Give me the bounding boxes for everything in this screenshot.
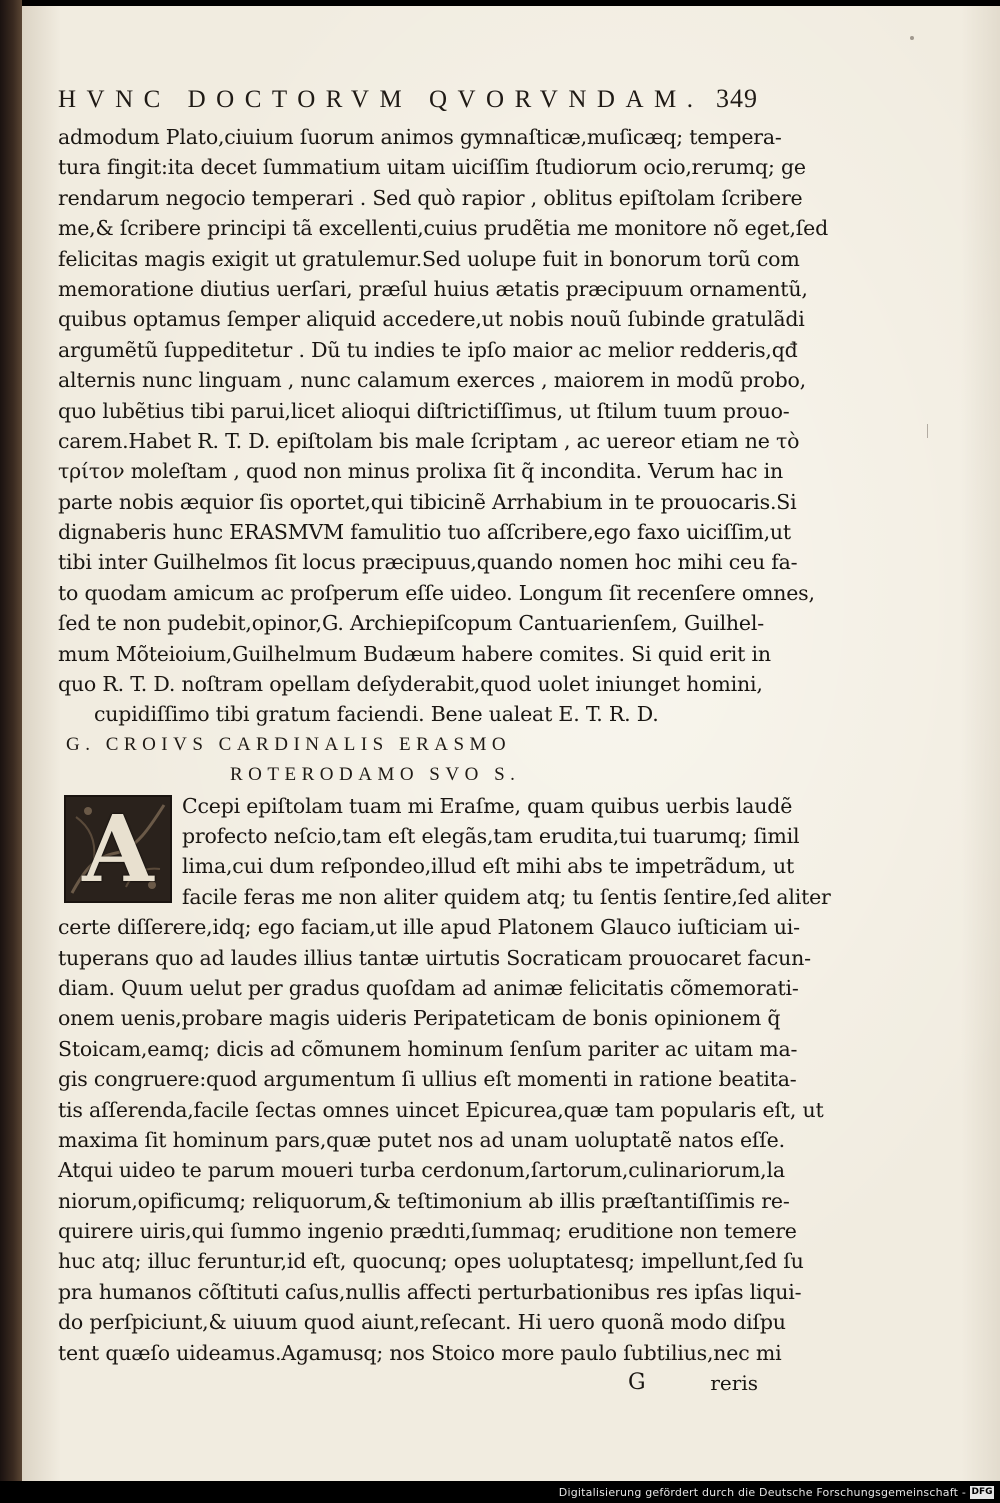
decorated-initial [64, 795, 172, 903]
text-line: pra humanos cõſtituti caſus,nullis affecti perturbationibus res ipſas liqui- [58, 1279, 802, 1304]
catchword: reris [710, 1371, 758, 1396]
text-line: parte nobis æquior ſis oportet,qui tibicinẽ Arrhabium in te prouocaris.Si [58, 489, 797, 514]
text-line: memoratione diutius uerſari, præſul huius ætatis præcipuum ornamentũ, [58, 276, 808, 301]
text-line: maxima ſit hominum pars,quæ putet nos ad unam uoluptatẽ natos eſſe. [58, 1127, 785, 1152]
text-block [58, 84, 831, 1398]
margin-mark [927, 424, 938, 438]
text-line: gis congruere:quod argumentum ſi ullius eſt momenti in ratione beatita- [58, 1067, 797, 1092]
text-line: alternis nunc linguam , nunc calamum exerces , maiorem in modũ probo, [58, 368, 806, 393]
text-line: argumẽtũ ſuppeditetur . Dũ tu indies te ipſo maior ac melior redderis,qđ [58, 337, 798, 362]
page-left-edge [0, 0, 22, 1483]
letter-heading-line-1: G. CROIVS CARDINALIS ERASMO [66, 733, 512, 755]
text-line: quo lubẽtius tibi parui,licet alioqui diſtrictiſſimus, ut ſtilum tuum prouo- [58, 398, 790, 423]
text-line: me,& ſcribere principi tã excellenti,cuius prudẽtia me monitore nõ eget,ſed [58, 216, 829, 241]
text-line: quirere uiris,qui ſummo ingenio prædıti,ſummaq; eruditione non temere [58, 1219, 797, 1244]
closing-line: cupidiſſimo tibi gratum faciendi. Bene ualeat E. T. R. D. [94, 702, 659, 727]
signature-mark: G [628, 1370, 646, 1396]
running-head-title: HVNC DOCTORVM QVORVNDAM. [58, 86, 704, 113]
text-line: do perſpiciunt,& uiuum quod aiunt,reſecant. Hi uero quonã modo diſpu [58, 1310, 786, 1335]
text-line: tuperans quo ad laudes illius tantæ uirtutis Socraticam prouocaret facun- [58, 945, 811, 970]
text-line: huc atq; illuc feruntur,id eſt, quocunq; opes uoluptatesq; impellunt,ſed ſu [58, 1249, 804, 1274]
margin-speck [910, 36, 914, 40]
folio-number: 349 [716, 84, 758, 113]
text-line: Atqui uideo te parum moueri turba cerdonum,ſartorum,culinariorum,la [58, 1158, 785, 1183]
text-part-2 [58, 912, 824, 1368]
letter-heading-line-2: ROTERODAMO SVO S. [230, 764, 521, 786]
text-line: τρίτον moleſtam , quod non minus prolixa ſit q̃ incondita. Verum hac in [58, 459, 783, 484]
text-line: onem uenis,probare magis uideris Peripateticam de bonis opinionem q̃ [58, 1006, 781, 1031]
text-line: niorum,opificumq; reliquorum,& teſtimonium ab illis præſtantiſſimis re- [58, 1188, 790, 1213]
text-line: mum Mõteioium,Guilhelmum Budæum habere comites. Si quid erit in [58, 641, 771, 666]
text-line: tent quæſo uideamus.Agamusq; nos Stoico more paulo ſubtilius,nec mi [58, 1340, 782, 1365]
text-line: quo R. T. D. noſtram opellam deſyderabit,quod uolet iniunget homini, [58, 672, 763, 697]
dfg-logo: DFG [971, 1487, 993, 1497]
text-line: profecto neſcio,tam eſt elegãs,tam erudita,tui tuarumq; ſimil [182, 823, 800, 848]
text-line: to quodam amicum ac proſperum eſſe uideo. Longum ſit recenſere omnes, [58, 580, 815, 605]
initial-paragraph [58, 791, 831, 913]
funding-credit: Digitalisierung gefördert durch die Deutsche Forschungsgemeinschaft - [558, 1486, 966, 1499]
text-line: quibus optamus ſemper aliquid accedere,ut nobis nouũ ſubinde gratulãdi [58, 307, 805, 332]
text-line: facile feras me non aliter quidem atq; tu ſentis ſentire,ſed aliter [182, 884, 831, 909]
text-line: admodum Plato,ciuium ſuorum animos gymnaſticæ,muſicæq; tempera- [58, 125, 782, 149]
text-line: ſed te non pudebit,opinor,G. Archiepiſcopum Cantuarienſem, Guilhel- [58, 611, 764, 636]
text-line: lima,cui dum reſpondeo,illud eſt mihi abs te impetrãdum, ut [182, 854, 795, 879]
initial-letter: A [82, 794, 154, 903]
text-line: tis aſſerenda,facile ſectas omnes uincet Epicurea,quæ tam popularis eſt, ut [58, 1097, 824, 1122]
text-line: carem.Habet R. T. D. epiſtolam bis male ſcriptam , ac uereor etiam ne τὸ [58, 428, 800, 453]
page-paper [22, 6, 1000, 1481]
text-line: tibi inter Guilhelmos ſit locus præcipuus,quando nomen hoc mihi ceu fa- [58, 550, 798, 575]
text-line: Ccepi epiſtolam tuam mi Eraſme, quam quibus uerbis laudẽ [182, 793, 793, 818]
text-part-1 [58, 122, 829, 699]
text-line: certe diſſerere,idq; ego faciam,ut ille apud Platonem Glauco iuſticiam ui- [58, 915, 800, 940]
catchword-line [58, 1368, 758, 1398]
text-line: Stoicam,eamq; dicis ad cõmunem hominum ſenſum pariter ac uitam ma- [58, 1036, 798, 1061]
text-line: tura fingit:ita decet ſummatium uitam uiciſſim ſtudiorum ocio,rerumq; ge [58, 155, 806, 180]
footer-bar [0, 1481, 1000, 1503]
text-line: diam. Quum uelut per gradus quoſdam ad animæ felicitatis cõmemorati- [58, 975, 799, 1000]
text-line: felicitas magis exigit ut gratulemur.Sed uolupe fuit in bonorum torũ com [58, 246, 800, 271]
running-head [58, 84, 758, 122]
text-line: dignaberis hunc ERASMVM famulitio tuo aſſcribere,ego faxo uiciſſim,ut [58, 520, 791, 545]
text-line: rendarum negocio temperari . Sed quò rapior , oblitus epiſtolam ſcribere [58, 185, 803, 210]
